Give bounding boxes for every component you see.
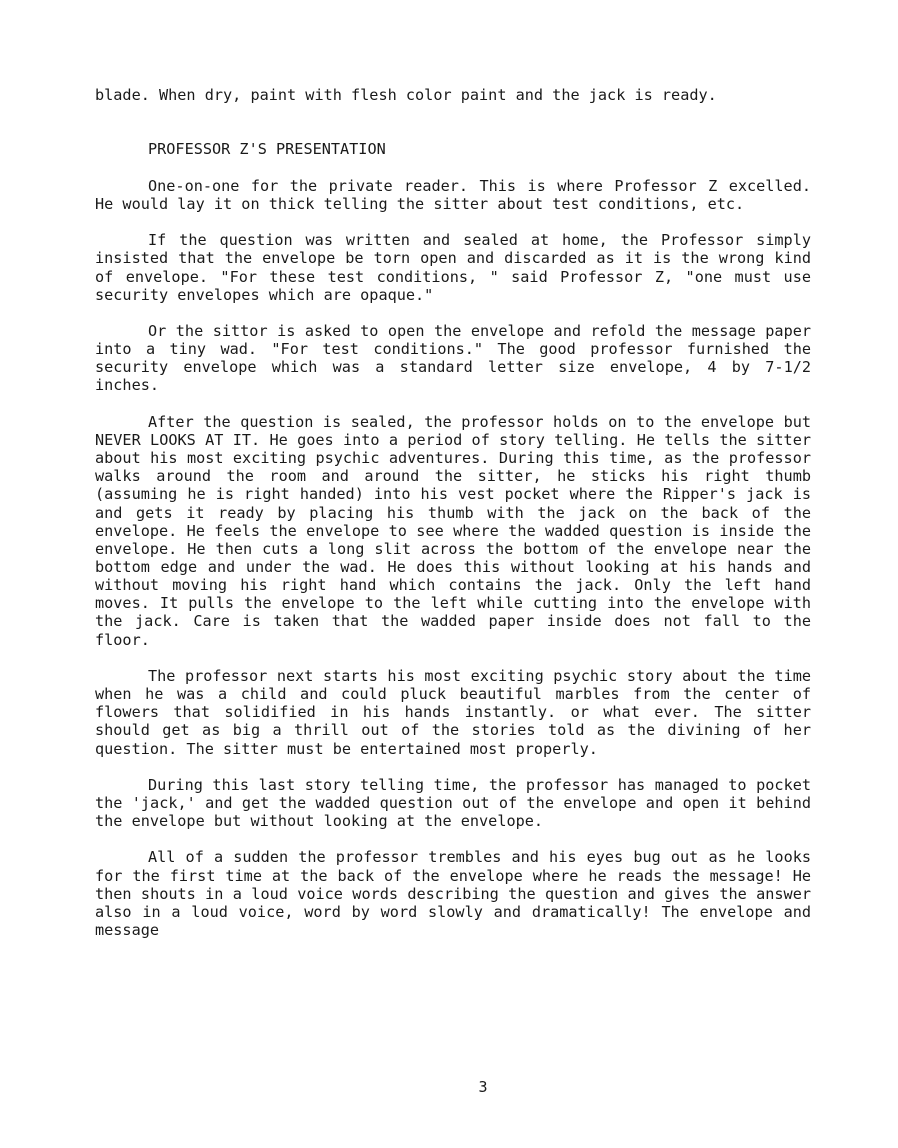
paragraph: All of a sudden the professor trembles and his eyes bug out as he looks for the first time at the back of the envelope where he reads the message! He then shouts in a loud voice words describing the question and gives the answer also in a loud voice, word by word slowly and dramatically! The envelope and message	[95, 848, 811, 940]
paragraph: Or the sittor is asked to open the envelope and refold the message paper into a tiny wad. "For test conditions." The good professor furnished the security envelope which was a standard letter size envelope, 4 by 7-1/2 inches.	[95, 321, 811, 395]
paragraph: During this last story telling time, the professor has managed to pocket the 'jack,' and get the wadded question out of the envelope and open it behind the envelope but without looking at the envelope.	[95, 775, 811, 831]
page-number: 3	[478, 1078, 488, 1096]
paragraph: One-on-one for the private reader. This is where Professor Z excelled. He would lay it on thick telling the sitter about test conditions, etc.	[95, 176, 811, 213]
section-heading: PROFESSOR Z'S PRESENTATION	[148, 140, 386, 159]
document-body	[95, 86, 811, 957]
paragraph: The professor next starts his most exciting psychic story about the time when he was a child and could pluck beautiful marbles from the center of flowers that solidified in his hands instantly. or what ever. The sitter should get as big a thrill out of the stories told as the divining of her question. The sitter must be entertained most properly.	[95, 666, 811, 758]
paragraph: If the question was written and sealed at home, the Professor simply insisted that the envelope be torn open and discarded as it is the wrong kind of envelope. "For these test conditions, " said Professor Z, "one must use security envelopes which are opaque."	[95, 231, 811, 304]
paragraph: After the question is sealed, the professor holds on to the envelope but NEVER LOOKS AT IT. He goes into a period of story telling. He tells the sitter about his most exciting psychic adventures. During this time, as the professor walks around the room and around the sitter, he sticks his right thumb (assuming he is right handed) into his vest pocket where the Ripper's jack is and gets it ready by placing his thumb with the jack on the back of the envelope. He feels the envelope to see where the wadded question is inside the envelope. He then cuts a long slit across the bottom of the envelope near the bottom edge and under the wad. He does this without looking at his hands and without moving his right hand which contains the jack. Only the left hand moves. It pulls the envelope to the left while cutting into the envelope with the jack. Care is taken that the wadded paper inside does not fall to the floor.	[95, 412, 811, 649]
continuation-paragraph: blade. When dry, paint with flesh color paint and the jack is ready.	[95, 86, 717, 104]
